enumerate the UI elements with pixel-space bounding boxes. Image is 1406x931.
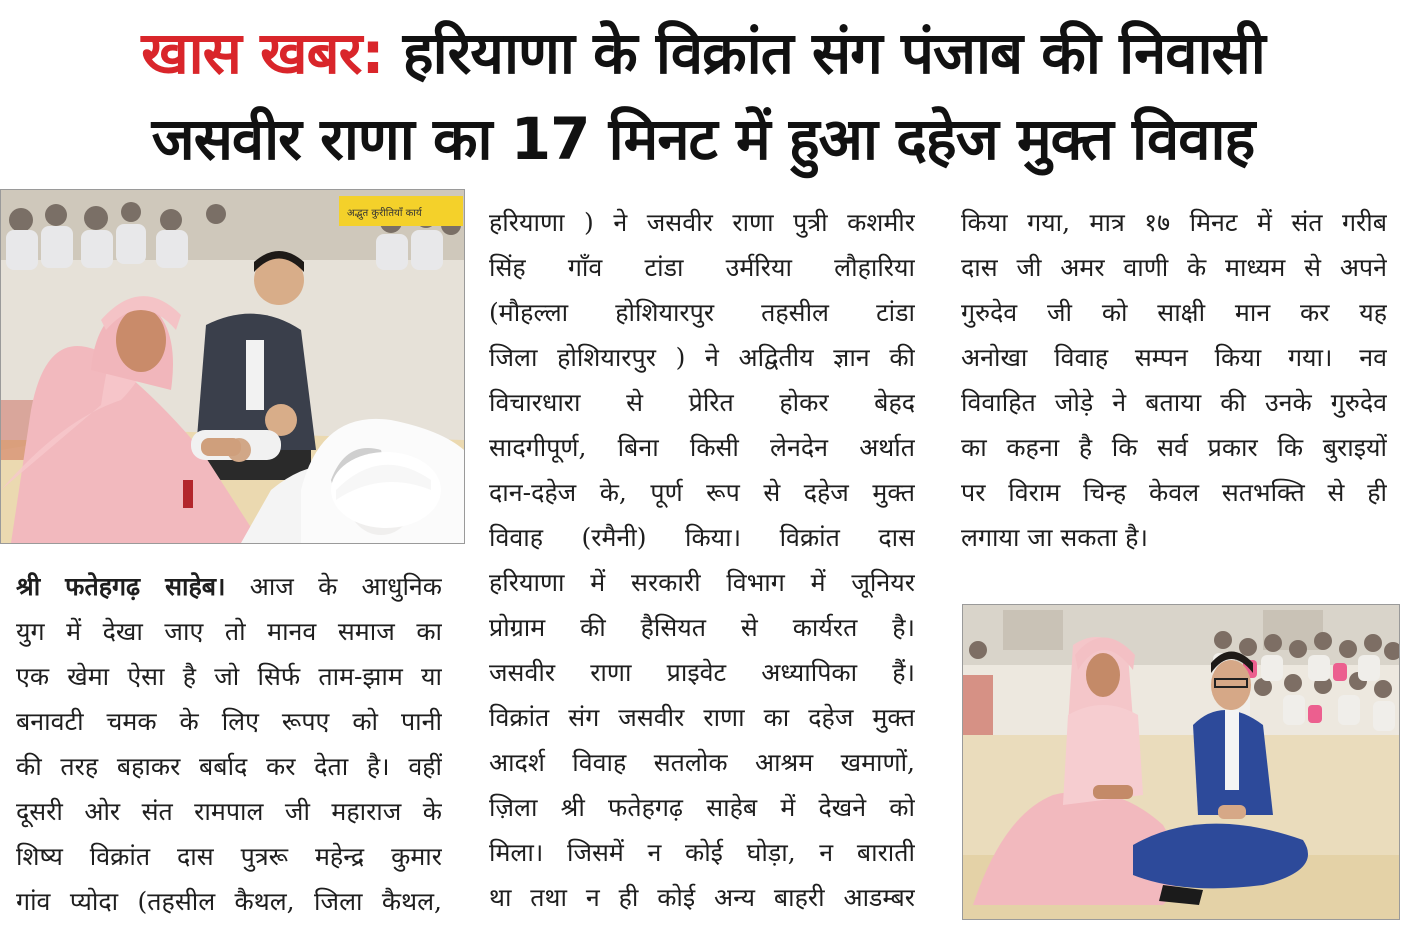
article-line: लगाया जा सकता है। <box>961 523 1148 552</box>
article-line: हरियाणा ) ने जसवीर राणा पुत्री कशमीर <box>489 208 915 237</box>
article-column-3 <box>961 200 1387 560</box>
headline <box>0 10 1406 182</box>
article-line: जिला होशियारपुर ) ने अद्वितीय ज्ञान की <box>489 343 915 372</box>
headline-kicker: खास खबर: <box>141 19 384 87</box>
headline-line-1-text: हरियाणा के विक्रांत संग पंजाब की निवासी <box>402 19 1265 87</box>
article-column-1-first-line-text: आज के आधुनिक <box>249 572 442 601</box>
article-line: एक खेमा ऐसा है जो सिर्फ ताम-झाम या <box>16 662 442 691</box>
wedding-photo-couple-image <box>963 605 1399 919</box>
article-column-1 <box>16 564 442 924</box>
article-line: दान-दहेज के, पूर्ण रूप से दहेज मुक्त <box>489 478 915 507</box>
wedding-photo-ceremony-image <box>1 190 464 543</box>
article-line: विवाह (रमैनी) किया। विक्रांत दास <box>489 523 915 552</box>
headline-line-1 <box>0 10 1406 96</box>
article-line: (मौहल्ला होशियारपुर तहसील टांडा <box>489 298 915 327</box>
article-line: पर विराम चिन्ह केवल सतभक्ति से ही <box>961 478 1387 507</box>
wedding-photo-couple-seated <box>962 604 1400 920</box>
article-column-1-first-line <box>16 564 442 609</box>
article-line: प्रोग्राम की हैसियत से कार्यरत है। <box>489 613 915 642</box>
wedding-photo-ceremony <box>0 189 465 544</box>
article-line: विवाहित जोड़े ने बताया की उनके गुरुदेव <box>961 388 1387 417</box>
article-line: युग में देखा जाए तो मानव समाज का <box>16 617 442 646</box>
article-line: की तरह बहाकर बर्बाद कर देता है। वहीं <box>16 752 442 781</box>
article-line: विक्रांत संग जसवीर राणा का दहेज मुक्त <box>489 703 915 732</box>
article-line: हरियाणा में सरकारी विभाग में जूनियर <box>489 568 915 597</box>
article-line: किया गया, मात्र १७ मिनट में संत गरीब <box>961 208 1387 237</box>
article-line: था तथा न ही कोई अन्य बाहरी आडम्बर <box>489 883 915 912</box>
article-line: जसवीर राणा प्राइवेट अध्यापिका हैं। <box>489 658 915 687</box>
article-line: विचारधारा से प्रेरित होकर बेहद <box>489 388 915 417</box>
article-line: अनोखा विवाह सम्पन किया गया। नव <box>961 343 1387 372</box>
article-line: सिंह गाँव टांडा उर्मरिया लौहारिया <box>489 253 915 282</box>
article-line: सादगीपूर्ण, बिना किसी लेनदेन अर्थात <box>489 433 915 462</box>
article-dateline: श्री फतेहगढ़ साहेब। <box>16 572 226 601</box>
headline-line-2: जसवीर राणा का 17 मिनट में हुआ दहेज मुक्त विवाह <box>151 105 1255 173</box>
article-line: मिला। जिसमें न कोई घोड़ा, न बाराती <box>489 838 915 867</box>
article-line: दूसरी ओर संत रामपाल जी महाराज के <box>16 797 442 826</box>
article-line: ज़िला श्री फतेहगढ़ साहेब में देखने को <box>489 793 915 822</box>
photo1-banner-text: अद्भुत कुरीतियाँ कार्य <box>347 208 422 219</box>
article-line: शिष्य विक्रांत दास पुत्ररू महेन्द्र कुमार <box>16 842 442 871</box>
article-line: दास जी अमर वाणी के माध्यम से अपने <box>961 253 1387 282</box>
article-line: का कहना है कि सर्व प्रकार कि बुराइयों <box>961 433 1387 462</box>
article-column-2 <box>489 200 915 920</box>
article-line: आदर्श विवाह सतलोक आश्रम खमाणों, <box>489 748 915 777</box>
article-line: गांव प्योदा (तहसील कैथल, जिला कैथल, <box>16 887 442 916</box>
article-line: गुरुदेव जी को साक्षी मान कर यह <box>961 298 1387 327</box>
article-line: बनावटी चमक के लिए रूपए को पानी <box>16 707 442 736</box>
